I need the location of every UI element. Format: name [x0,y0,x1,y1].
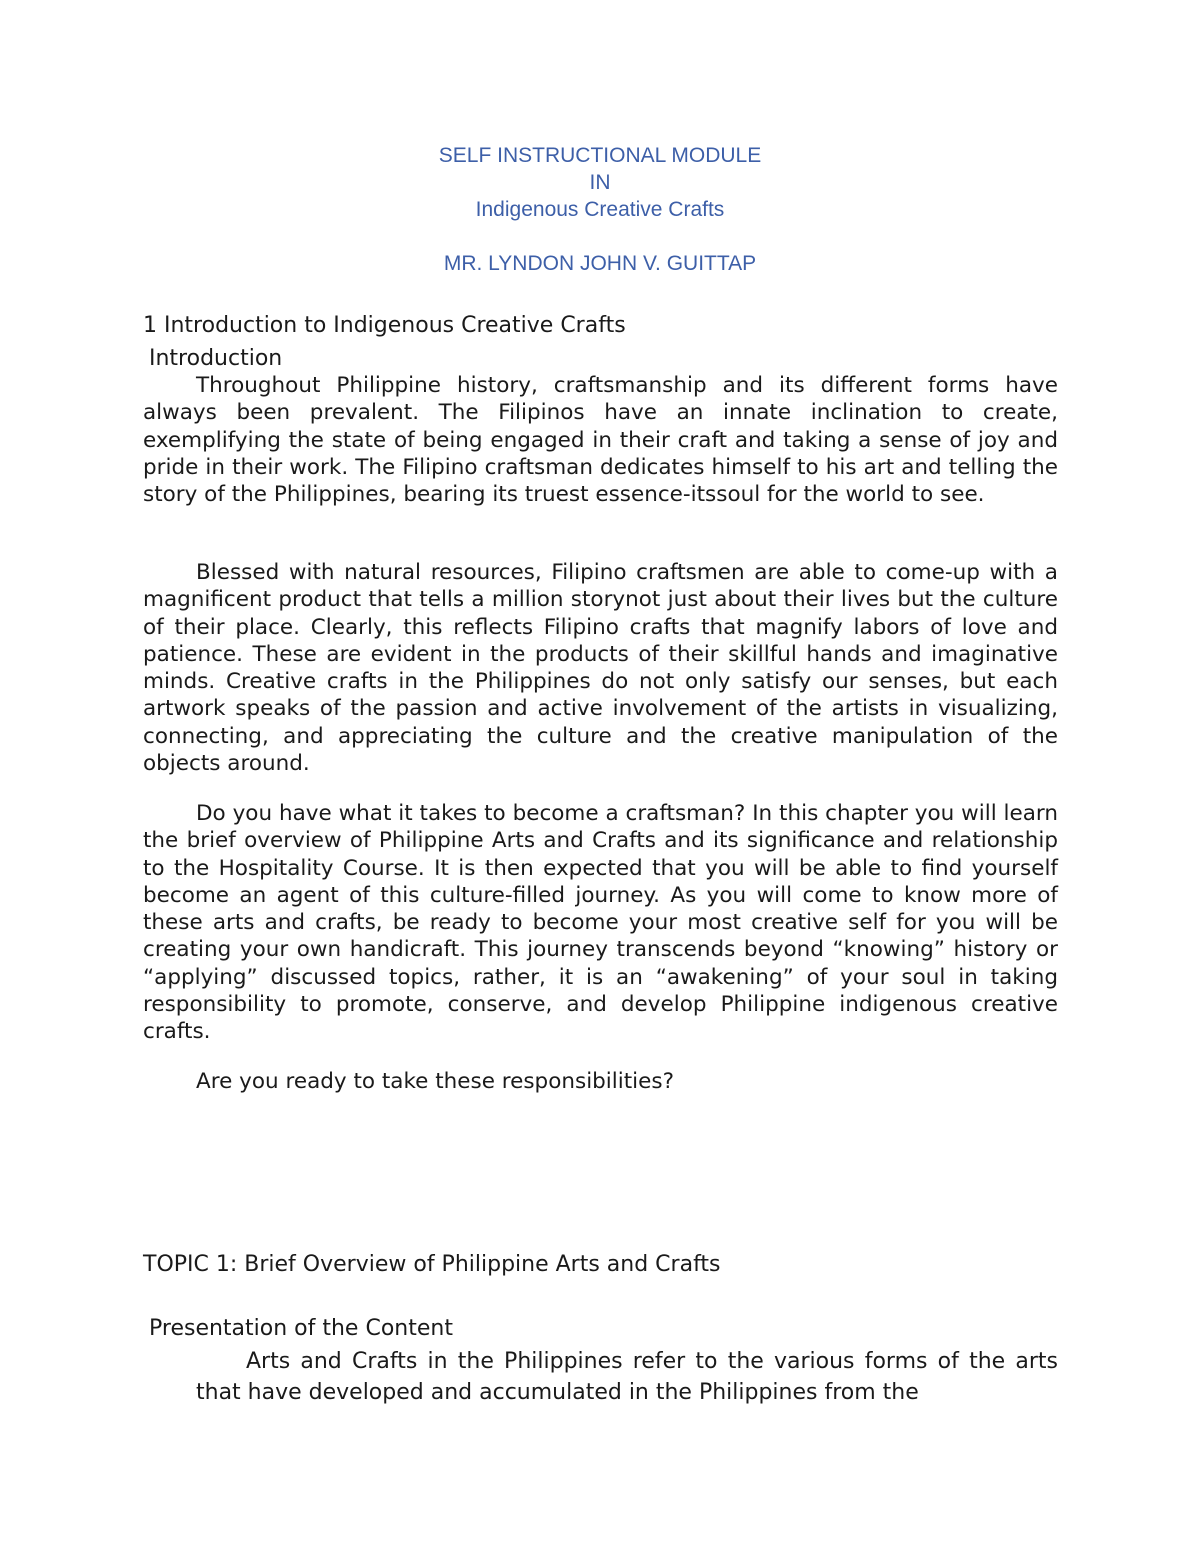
module-title-connector: IN [589,171,611,194]
module-title-block [0,142,1200,277]
content-paragraph: Arts and Crafts in the Philippines refer to the various forms of the arts that have developed and accumulated in the Philippines from the [196,1349,1058,1405]
topic-subheading: Presentation of the Content [149,1316,453,1341]
chapter-subheading: Introduction [149,346,283,371]
module-author: MR. LYNDON JOHN V. GUITTAP [443,252,757,275]
closing-question: Are you ready to take these responsibilities? [196,1069,674,1094]
chapter-heading: 1 Introduction to Indigenous Creative Crafts [143,313,626,338]
module-title: SELF INSTRUCTIONAL MODULE [438,144,762,167]
intro-paragraph-1: Throughout Philippine history, craftsmanship and its different forms have always been prevalent. The Filipinos have an innate inclination to create, exemplifying the state of being engaged in their craft and taking a sense of joy and pride in their work. The Filipino craftsman dedicates himself to his art and telling the story of the Philippines, bearing its truest essence-itssoul for the world to see. [143,373,1058,508]
module-subject: Indigenous Creative Crafts [475,198,725,221]
intro-paragraph-3: Do you have what it takes to become a craftsman? In this chapter you will learn the brief overview of Philippine Arts and Crafts and its significance and relationship to the Hospitality Course. It is then expected that you will be able to find yourself become an agent of this culture-filled journey. As you will come to know more of these arts and crafts, be ready to become your most creative self for you will be creating your own handicraft. This journey transcends beyond “knowing” history or “applying” discussed topics, rather, it is an “awakening” of your soul in taking responsibility to promote, conserve, and develop Philippine indigenous creative crafts. [143,801,1058,1045]
intro-paragraph-2: Blessed with natural resources, Filipino craftsmen are able to come-up with a magnificent product that tells a million storynot just about their lives but the culture of their place. Clearly, this reflects Filipino crafts that magnify labors of love and patience. These are evident in the products of their skillful hands and imaginative minds. Creative crafts in the Philippines do not only satisfy our senses, but each artwork speaks of the passion and active involvement of the artists in visualizing, connecting, and appreciating the culture and the creative manipulation of the objects around. [143,560,1058,777]
topic-heading: TOPIC 1: Brief Overview of Philippine Arts and Crafts [143,1252,721,1277]
